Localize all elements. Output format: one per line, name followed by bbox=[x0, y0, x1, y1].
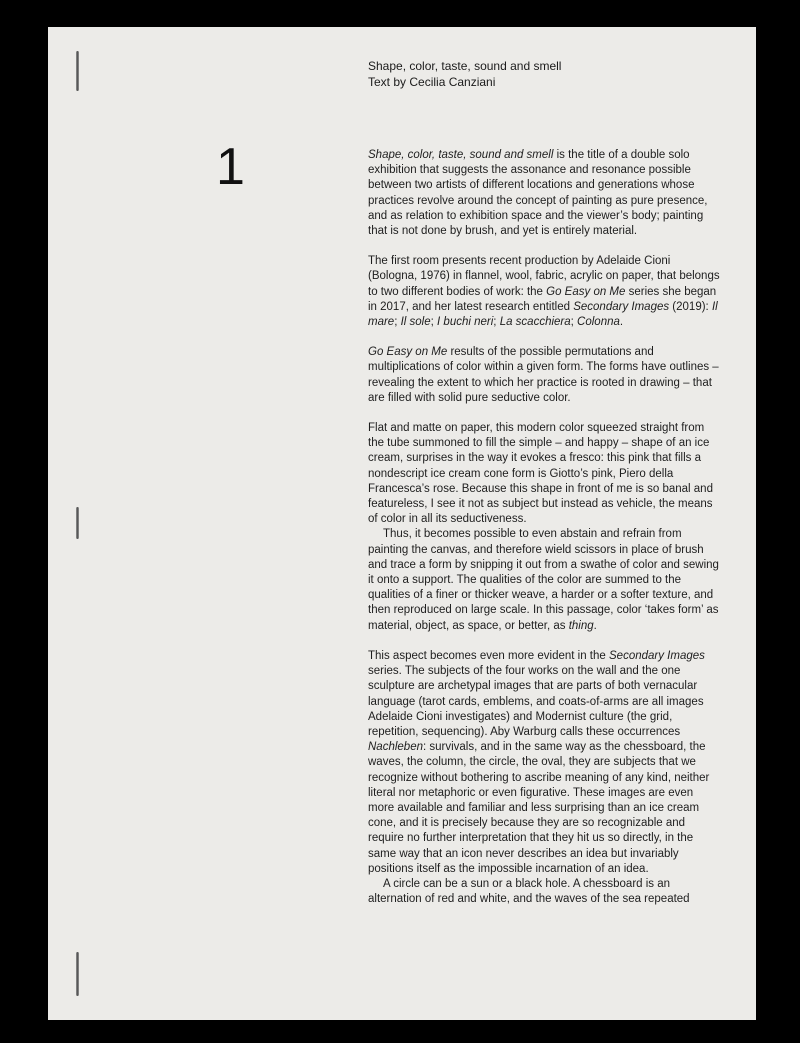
paragraph-2-text: . bbox=[619, 316, 624, 329]
series-title-emphasis: Secondary Images bbox=[609, 649, 705, 662]
article-byline: Text by Cecilia Canziani bbox=[368, 75, 496, 89]
paragraph-2-text: ; bbox=[394, 316, 401, 329]
paragraph-2-text: ; bbox=[430, 316, 438, 329]
paragraph-2-text: ; bbox=[570, 316, 578, 329]
article-body bbox=[368, 148, 720, 907]
paragraph-1-text: is the title of a double solo exhibition that suggests the assonance and resonance possible between two artists of different locations and generations whose practices revolve around the concept of painting as pure presence, and as relation to exhibition space and the viewer’s body; painting that is not done by brush, and yet is entirely material. bbox=[368, 149, 708, 238]
work-title-emphasis: La scacchiera bbox=[499, 316, 571, 329]
work-title-emphasis: Il sole bbox=[400, 316, 431, 329]
paragraph-2-text: The first room presents recent production by Adelaide Cioni (Bologna, 1976) in flannel, wool, fabric, acrylic on paper, that belongs to two different bodies of work: the bbox=[368, 255, 720, 298]
paragraph-4: Flat and matte on paper, this modern color squeezed straight from the tube summoned to fill the simple – and happy – shape of an ice cream, surprises in the way it evokes a fresco: this pink that fills a nondescript ice cream cone form is Giotto’s pink, Piero della Francesca’s rose. Because this shape in front of me is so banal and featureless, I see it not as subject but instead as vehicle, the means of color in all its seductiveness. bbox=[368, 422, 713, 526]
staple-middle bbox=[76, 507, 79, 539]
paragraph-6-text: This aspect becomes even more evident in the bbox=[368, 649, 609, 662]
paragraph-5-text: . bbox=[593, 619, 597, 632]
paragraph-2 bbox=[368, 254, 720, 330]
document-page bbox=[48, 27, 756, 1020]
paragraph-2-text: (2019): bbox=[669, 300, 712, 313]
thing-emphasis: thing bbox=[568, 619, 594, 632]
paragraph-5 bbox=[368, 527, 720, 633]
paragraph-7: A circle can be a sun or a black hole. A chessboard is an alternation of red and white, and the waves of the sea repeated bbox=[368, 877, 690, 906]
paragraph-6 bbox=[368, 649, 720, 877]
work-title-emphasis: Colonna bbox=[577, 316, 620, 329]
paragraph-3-text: results of the possible permutations and multiplications of color within a given form. The forms have outlines – revealing the extent to which her practice is rooted in drawing – that are filled with solid pure seductive color. bbox=[368, 346, 719, 404]
paragraph-5-text: Thus, it becomes possible to even abstain and refrain from painting the canvas, and therefore wield scissors in place of brush and trace a form by snipping it out from a swathe of color and sewing it onto a support. The qualities of the color are summed to the qualities of a finer or thicker weave, a harder or a softer texture, and then reproduced on large scale. In this passage, color ‘takes form’ as material, object, as space, or better, as bbox=[368, 528, 719, 632]
paragraph-2-text: series she began in 2017, and her latest research entitled bbox=[368, 285, 717, 313]
exhibition-title-emphasis: Shape, color, taste, sound and smell bbox=[368, 149, 554, 161]
work-title-emphasis: Il mare bbox=[368, 300, 718, 329]
nachleben-emphasis: Nachleben bbox=[368, 741, 423, 754]
article-title: Shape, color, taste, sound and smell bbox=[368, 59, 562, 73]
series-title-emphasis: Go Easy on Me bbox=[368, 346, 448, 359]
series-title-emphasis: Go Easy on Me bbox=[546, 285, 626, 298]
article-header bbox=[368, 58, 561, 90]
paragraph-6-text: series. The subjects of the four works on the wall and the one sculpture are archetypal images that are parts of both vernacular language (tarot cards, emblems, and coats-of-arms are all images Adelaide Cioni investigates) and Modernist culture (the grid, repetition, sequencing). Aby Warburg calls these occurrences bbox=[368, 665, 704, 738]
work-title-emphasis: I buchi neri bbox=[437, 316, 494, 329]
staple-bottom bbox=[76, 952, 79, 996]
paragraph-6-text: : survivals, and in the same way as the chessboard, the waves, the column, the circle, the oval, they are subjects that we recognize without bothering to ascribe meaning of any kind, neither literal nor metaphoric or even figurative. These images are even more available and familiar and less surprising than an ice cream cone, and it is precisely because they are so recognizable and require no further interpretation that they hit us so directly, in the same way that an icon never describes an idea but invariably positions itself as the impossible incarnation of an idea. bbox=[368, 741, 710, 875]
paragraph-3 bbox=[368, 345, 720, 406]
paragraph-1 bbox=[368, 148, 720, 239]
page-number: 1 bbox=[216, 138, 245, 196]
staple-top bbox=[76, 51, 79, 91]
series-title-emphasis: Secondary Images bbox=[573, 300, 670, 313]
paragraph-2-text: ; bbox=[493, 316, 500, 329]
